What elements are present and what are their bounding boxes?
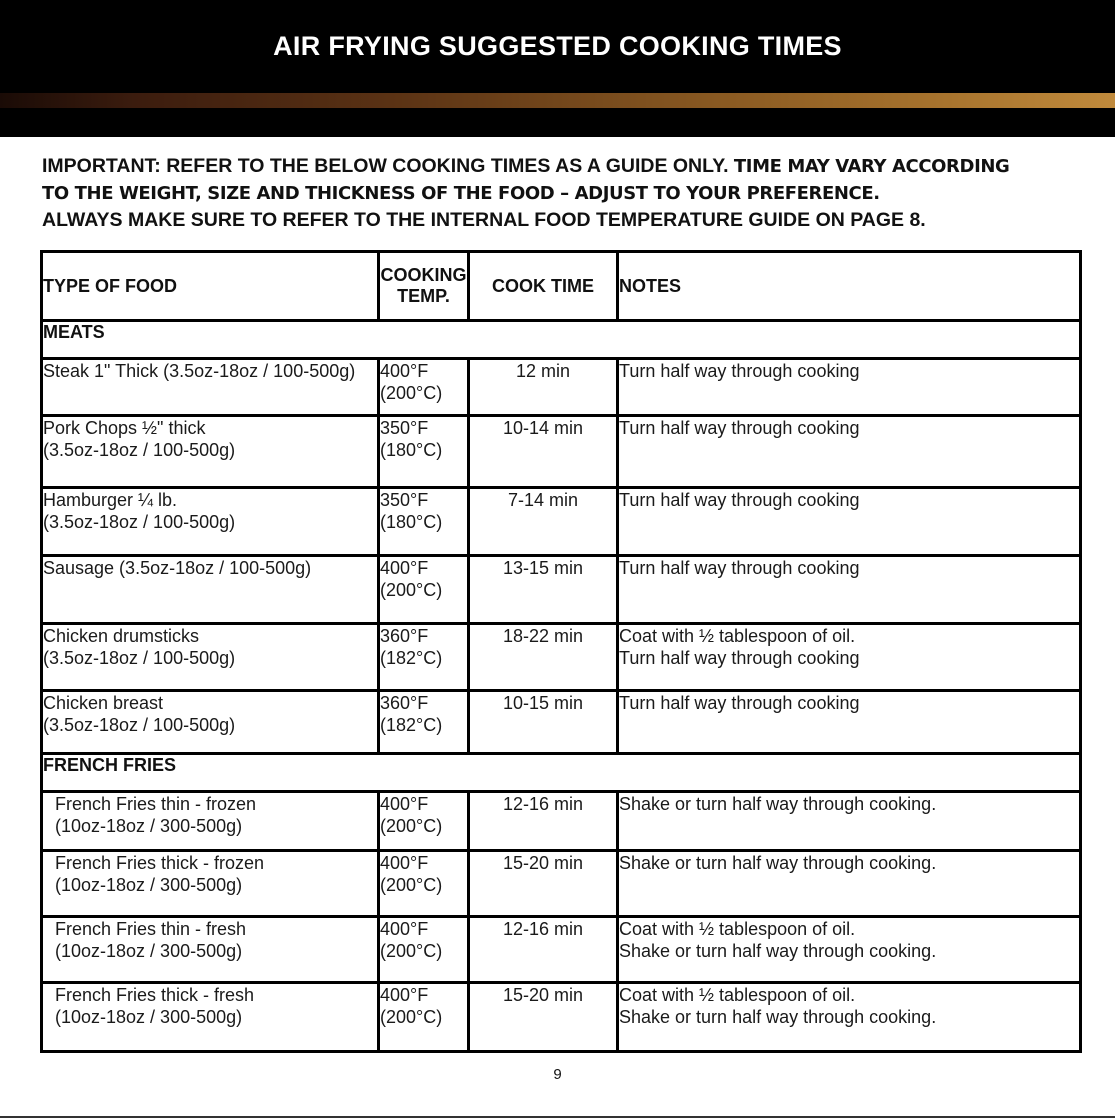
temp-line: 400°F (380, 361, 429, 382)
food-cell (42, 488, 379, 555)
food-cell (42, 916, 379, 982)
food-line: Steak 1" Thick (3.5oz-18oz / 100-500g) (43, 361, 356, 382)
header-temp-line-2: TEMP. (397, 286, 450, 306)
temp-line: 400°F (380, 557, 429, 578)
cooking-times-table (40, 250, 1082, 1053)
food-cell (42, 624, 379, 691)
time-cell: 7-14 min (469, 488, 618, 555)
food-line: (3.5oz-18oz / 100-500g) (43, 715, 236, 736)
header-notes: NOTES (618, 252, 1081, 321)
notes-cell (618, 983, 1081, 1052)
section-row (42, 321, 1081, 359)
time-cell: 12-16 min (469, 792, 618, 850)
food-line: (10oz-18oz / 300-500g) (55, 1007, 243, 1028)
page-title: AIR FRYING SUGGESTED COOKING TIMES (273, 31, 842, 61)
table-row (42, 916, 1081, 982)
header-cook-time: COOK TIME (469, 252, 618, 321)
time-cell: 12 min (469, 359, 618, 415)
temp-line: 360°F (380, 626, 429, 647)
temp-line: (182°C) (380, 715, 443, 736)
food-line: (3.5oz-18oz / 100-500g) (43, 648, 236, 669)
temp-line: (182°C) (380, 648, 443, 669)
table-row (42, 488, 1081, 555)
notes-cell (618, 488, 1081, 555)
temp-line: 400°F (380, 852, 429, 873)
notes-line: Turn half way through cooking (619, 693, 860, 714)
notes-line: Shake or turn half way through cooking. (619, 1007, 937, 1028)
temp-line: (180°C) (380, 439, 443, 460)
header-banner (0, 0, 1115, 137)
temp-line: 400°F (380, 985, 429, 1006)
food-line: Sausage (3.5oz-18oz / 100-500g) (43, 557, 312, 578)
food-line: French Fries thin - fresh (55, 918, 247, 939)
temp-cell (379, 916, 469, 982)
bottom-rule (0, 1116, 1115, 1118)
notes-cell (618, 359, 1081, 415)
notes-line: Turn half way through cooking (619, 490, 860, 511)
notes-line: Shake or turn half way through cooking. (619, 794, 937, 815)
temp-line: (200°C) (380, 940, 443, 961)
notice-line-3: ALWAYS MAKE SURE TO REFER TO THE INTERNAL FOOD TEMPERATURE GUIDE ON PAGE 8. (42, 209, 926, 231)
time-cell: 13-15 min (469, 555, 618, 623)
food-line: French Fries thick - frozen (55, 852, 265, 873)
time-cell: 10-15 min (469, 691, 618, 753)
table-row (42, 983, 1081, 1052)
notes-line: Turn half way through cooking (619, 417, 860, 438)
time-cell: 10-14 min (469, 415, 618, 487)
food-line: Hamburger ¼ lb. (43, 490, 178, 511)
time-cell: 18-22 min (469, 624, 618, 691)
table-row (42, 850, 1081, 916)
section-title: FRENCH FRIES (42, 753, 1081, 791)
notice-line-1-regular: IMPORTANT: REFER TO THE BELOW COOKING TIMES AS A GUIDE ONLY. (42, 155, 729, 177)
temp-line: (200°C) (380, 383, 443, 404)
temp-line: (200°C) (380, 816, 443, 837)
temp-cell (379, 850, 469, 916)
food-cell (42, 359, 379, 415)
food-cell (42, 792, 379, 850)
table-row (42, 624, 1081, 691)
food-cell (42, 691, 379, 753)
temp-line: 400°F (380, 794, 429, 815)
food-line: (10oz-18oz / 300-500g) (55, 874, 243, 895)
section-title: MEATS (42, 321, 1081, 359)
notes-line: Coat with ½ tablespoon of oil. (619, 985, 856, 1006)
important-notice (42, 153, 1102, 234)
table-header-row (42, 252, 1081, 321)
notice-line-1 (42, 153, 1102, 181)
temp-cell (379, 983, 469, 1052)
time-cell: 15-20 min (469, 983, 618, 1052)
notes-cell (618, 624, 1081, 691)
food-line: French Fries thin - frozen (55, 794, 257, 815)
food-line: Chicken drumsticks (43, 626, 200, 647)
header-gradient-band (0, 93, 1115, 108)
table-row (42, 792, 1081, 850)
food-line: (10oz-18oz / 300-500g) (55, 816, 243, 837)
temp-line: (200°C) (380, 874, 443, 895)
temp-line: 350°F (380, 417, 429, 438)
food-cell (42, 415, 379, 487)
food-line: French Fries thick - fresh (55, 985, 255, 1006)
notes-cell (618, 850, 1081, 916)
time-cell: 15-20 min (469, 850, 618, 916)
notes-line: Coat with ½ tablespoon of oil. (619, 626, 856, 647)
notes-cell (618, 792, 1081, 850)
temp-cell (379, 792, 469, 850)
header-cooking-temp (379, 252, 469, 321)
notes-line: Shake or turn half way through cooking. (619, 940, 937, 961)
temp-cell (379, 624, 469, 691)
temp-line: (200°C) (380, 1007, 443, 1028)
notes-cell (618, 555, 1081, 623)
temp-cell (379, 488, 469, 555)
temp-cell (379, 359, 469, 415)
food-line: Chicken breast (43, 693, 164, 714)
table-body (42, 321, 1081, 1052)
notice-line-2: TO THE WEIGHT, SIZE AND THICKNESS OF THE FOOD – ADJUST TO YOUR PREFERENCE. (42, 182, 880, 204)
notes-line: Coat with ½ tablespoon of oil. (619, 918, 856, 939)
notes-cell (618, 916, 1081, 982)
notes-cell (618, 691, 1081, 753)
temp-line: 360°F (380, 693, 429, 714)
notes-line: Turn half way through cooking (619, 557, 860, 578)
table-row (42, 691, 1081, 753)
temp-cell (379, 555, 469, 623)
temp-line: (200°C) (380, 579, 443, 600)
temp-line: (180°C) (380, 512, 443, 533)
food-cell (42, 983, 379, 1052)
page-number: 9 (553, 1066, 562, 1083)
notes-line: Shake or turn half way through cooking. (619, 852, 937, 873)
table-row (42, 359, 1081, 415)
notes-line: Turn half way through cooking (619, 648, 860, 669)
food-line: (10oz-18oz / 300-500g) (55, 940, 243, 961)
table-row (42, 415, 1081, 487)
food-line: Pork Chops ½" thick (43, 417, 206, 438)
temp-cell (379, 691, 469, 753)
notes-cell (618, 415, 1081, 487)
temp-cell (379, 415, 469, 487)
temp-line: 350°F (380, 490, 429, 511)
time-cell: 12-16 min (469, 916, 618, 982)
food-line: (3.5oz-18oz / 100-500g) (43, 439, 236, 460)
food-line: (3.5oz-18oz / 100-500g) (43, 512, 236, 533)
notice-line-1-heavy: TIME MAY VARY ACCORDING (733, 156, 1010, 177)
temp-line: 400°F (380, 918, 429, 939)
header-temp-line-1: COOKING (380, 265, 467, 285)
header-type-of-food: TYPE OF FOOD (42, 252, 379, 321)
section-row (42, 753, 1081, 791)
food-cell (42, 555, 379, 623)
table-row (42, 555, 1081, 623)
food-cell (42, 850, 379, 916)
notes-line: Turn half way through cooking (619, 361, 860, 382)
